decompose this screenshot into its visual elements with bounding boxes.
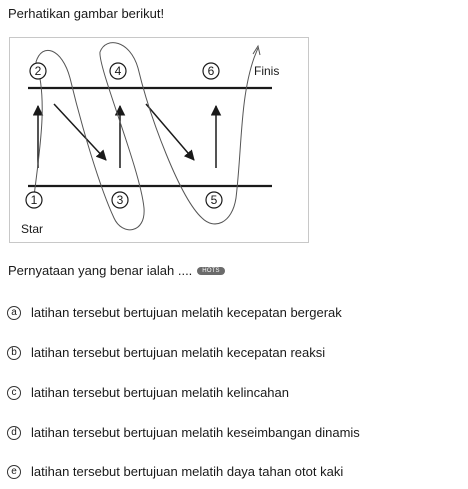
option-d[interactable] — [7, 425, 360, 440]
option-a[interactable] — [7, 305, 342, 320]
point-6-label: 6 — [207, 64, 215, 78]
option-e-marker[interactable]: e — [7, 465, 21, 479]
hots-badge: HOTS — [197, 267, 224, 275]
drill-diagram — [10, 38, 308, 242]
option-b[interactable] — [7, 345, 325, 360]
start-label: Star — [21, 222, 44, 236]
diag-arrow-1 — [54, 104, 106, 160]
diag-arrow-2 — [146, 104, 194, 160]
option-c[interactable] — [7, 385, 289, 400]
option-c-text: latihan tersebut bertujuan melatih kelincahan — [31, 385, 290, 400]
point-3-label: 3 — [116, 193, 124, 207]
option-d-marker[interactable]: d — [7, 426, 21, 440]
option-b-text: latihan tersebut bertujuan melatih kecepatan reaksi — [31, 345, 326, 360]
option-e[interactable] — [7, 464, 343, 479]
finish-label: Finis — [254, 64, 280, 78]
option-d-text: latihan tersebut bertujuan melatih keseimbangan dinamis — [31, 425, 360, 440]
option-c-marker[interactable]: c — [7, 386, 21, 400]
point-4-label: 4 — [114, 64, 122, 78]
running-path — [34, 43, 258, 230]
point-1-label: 1 — [30, 193, 38, 207]
option-b-marker[interactable]: b — [7, 346, 21, 360]
instruction-text: Perhatikan gambar berikut! — [8, 6, 165, 21]
option-e-text: latihan tersebut bertujuan melatih daya tahan otot kaki — [31, 464, 344, 479]
point-5-label: 5 — [210, 193, 218, 207]
point-2-label: 2 — [34, 64, 42, 78]
option-a-text: latihan tersebut bertujuan melatih kecepatan bergerak — [31, 305, 342, 320]
drill-figure — [9, 37, 309, 243]
question-text: Pernyataan yang benar ialah .... — [8, 263, 193, 278]
option-a-marker[interactable]: a — [7, 306, 21, 320]
question-stem — [8, 263, 225, 278]
